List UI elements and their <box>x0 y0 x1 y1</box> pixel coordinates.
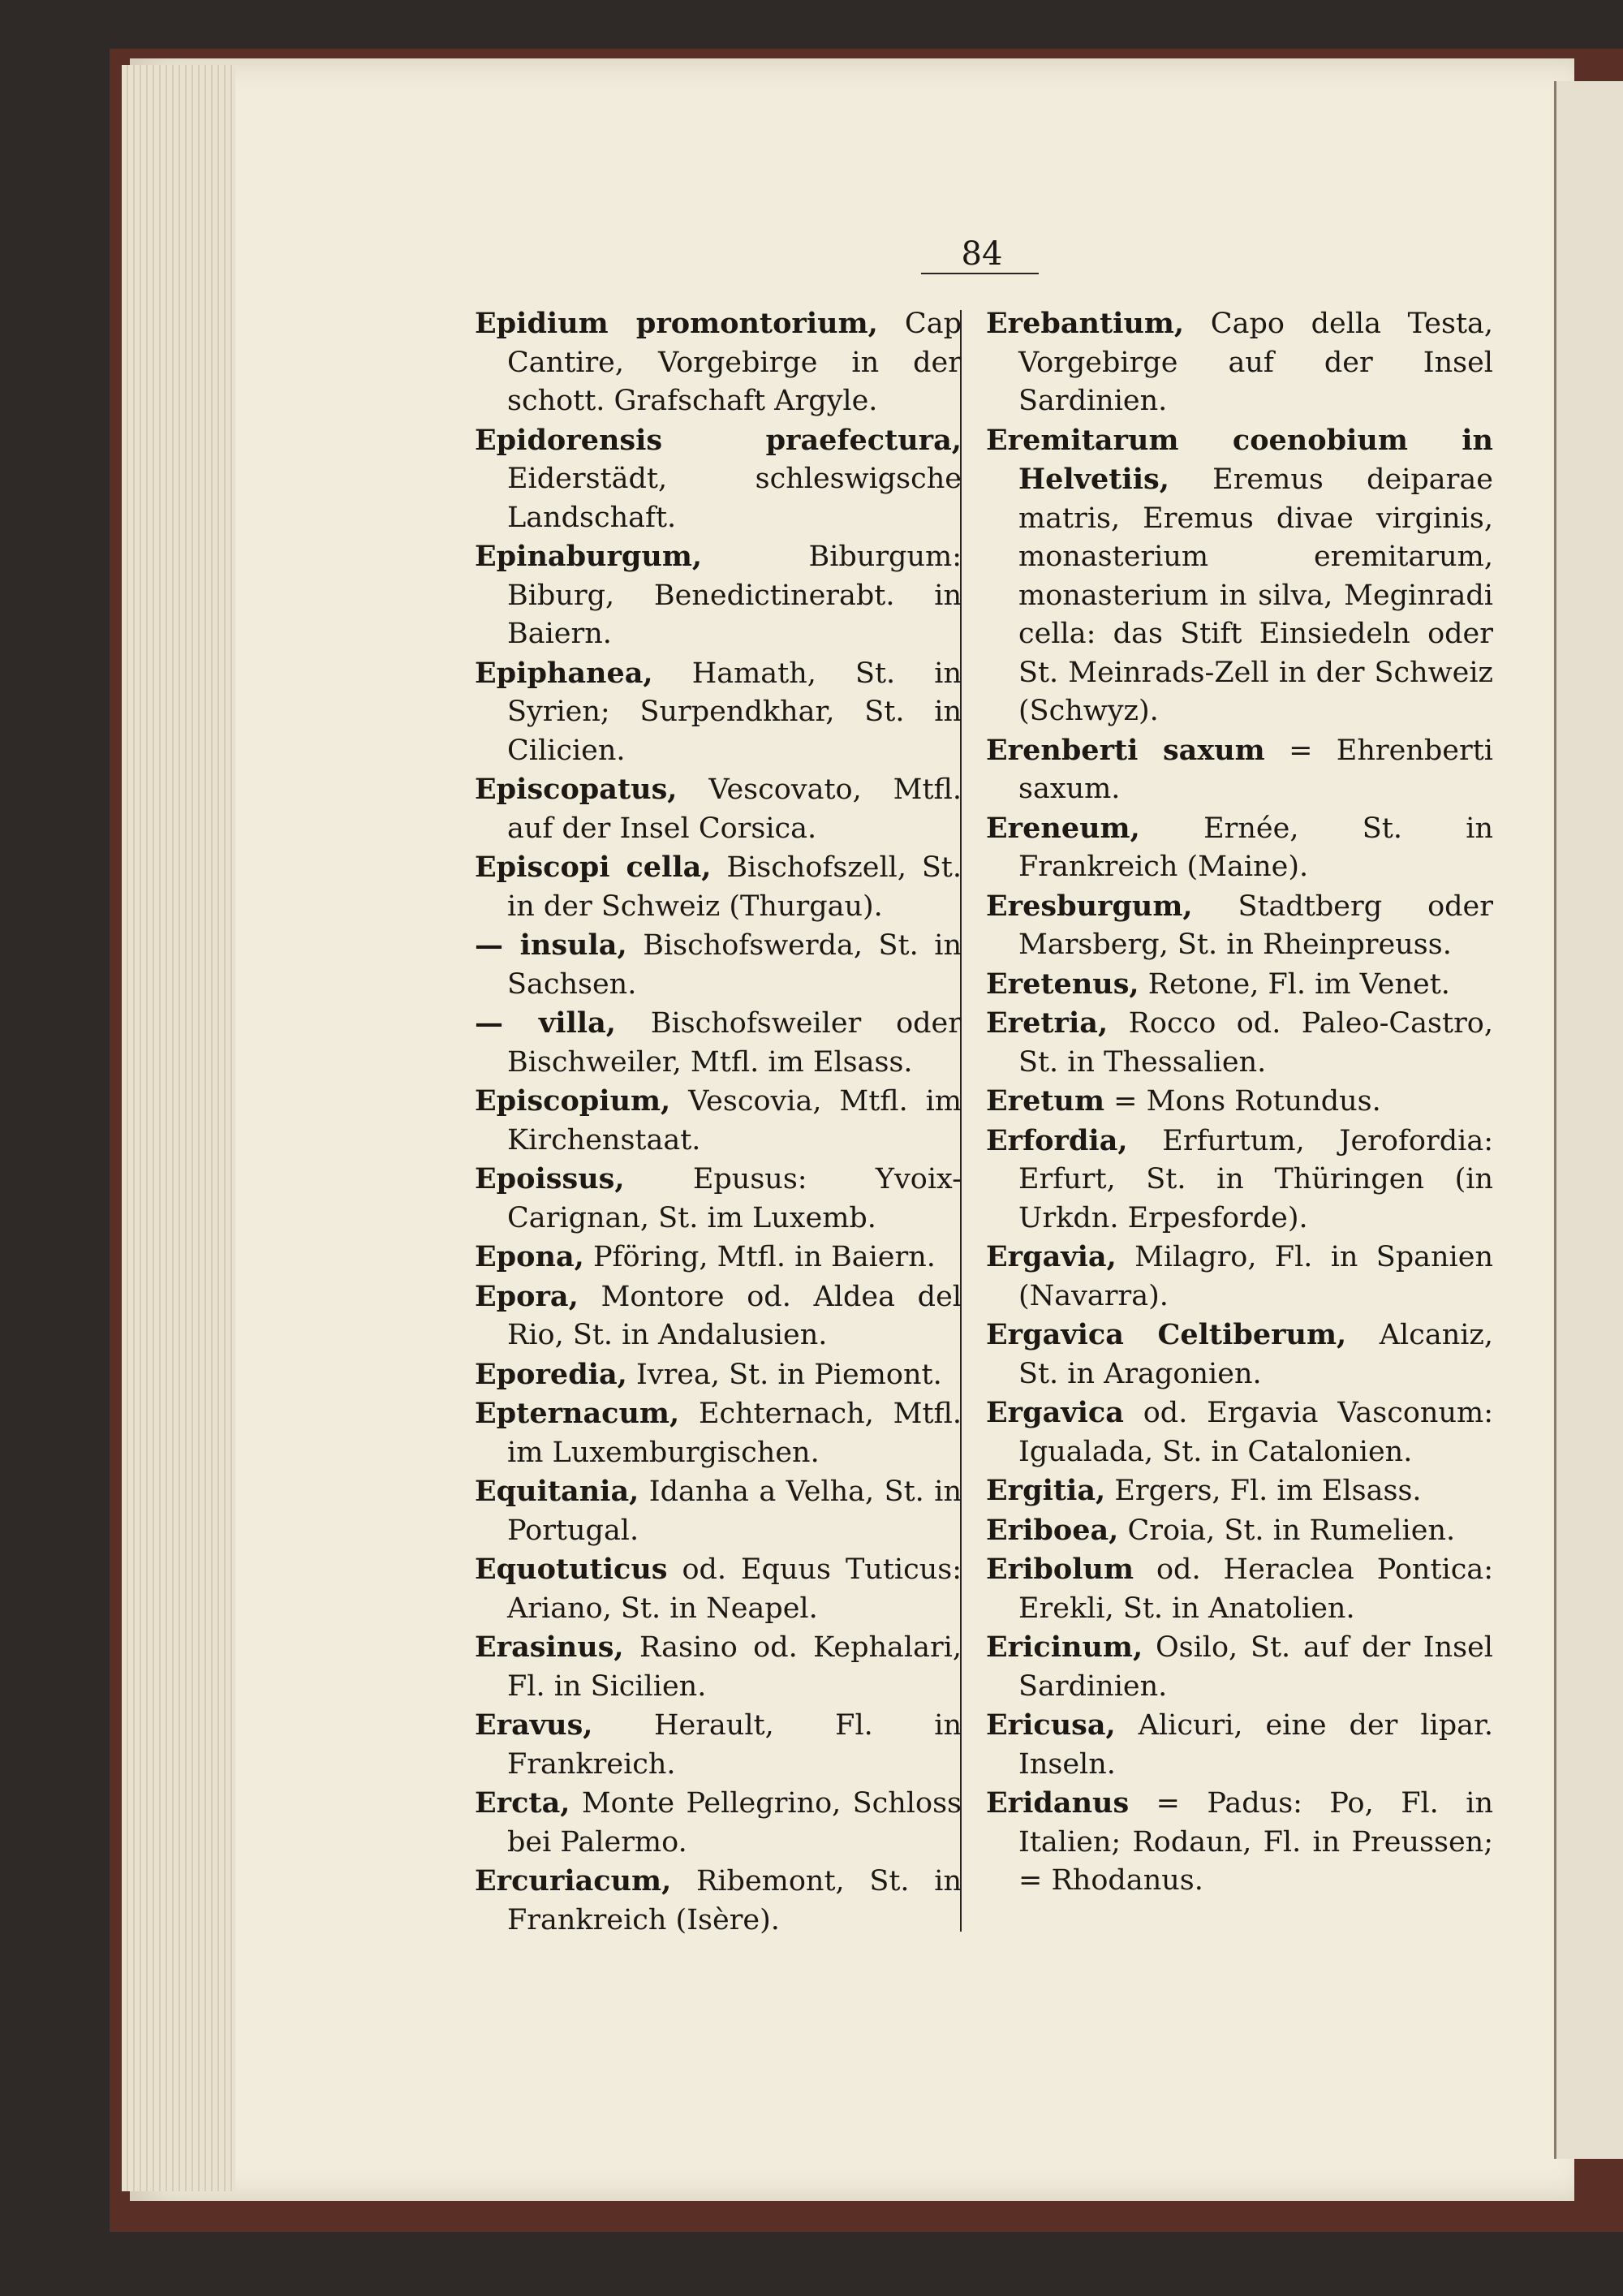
entry <box>475 1355 962 1395</box>
entry <box>986 965 1493 1005</box>
entry-text: Capo della Testa, Vorgebirge auf der Insel Sardinien. <box>1018 308 1493 417</box>
entry-text: Idanha a Velha, St. in Portugal. <box>507 1475 962 1547</box>
entry-head: Episcopi cella, <box>475 851 712 884</box>
entry-text: Echternach, Mtfl. im Luxemburgischen. <box>507 1398 962 1469</box>
entry-text: Bischofszell, St. in der Schweiz (Thurgau). <box>507 851 962 923</box>
entry-text: = Mons Rotundus. <box>1104 1085 1381 1118</box>
entry <box>986 1238 1493 1316</box>
entry-head: Ergitia, <box>986 1474 1106 1507</box>
entry-head: Eporedia, <box>475 1357 627 1391</box>
entry-head: Epinaburgum, <box>475 540 703 573</box>
entry-text: Alcaniz, St. in Aragonien. <box>1018 1319 1493 1390</box>
entry-head: Erasinus, <box>475 1630 624 1664</box>
entry <box>986 1628 1493 1706</box>
entry-text: Ribemont, St. in Frankreich (Isère). <box>507 1865 962 1936</box>
entry-head: Eridanus <box>986 1786 1130 1820</box>
entry-head: Epidium promontorium, <box>475 307 878 340</box>
entry-head: Episcopium, <box>475 1084 671 1118</box>
page-number: 84 <box>961 235 1003 273</box>
entry-text: Herault, Fl. in Frankreich. <box>507 1709 962 1781</box>
entry-text: Ivrea, St. in Piemont. <box>626 1358 942 1391</box>
entry <box>475 1550 962 1628</box>
entry <box>986 731 1493 809</box>
entry <box>986 1004 1493 1082</box>
entry-head: Eribolum <box>986 1553 1134 1586</box>
entry-text: Hamath, St. in Syrien; Surpendkhar, St. in Cilicien. <box>507 657 962 767</box>
entry <box>986 1122 1493 1238</box>
entry-text: Eremus deiparae matris, Eremus divae virginis, monasterium eremitarum, monasterium in silva, Meginradi cella: das Stift Einsiedeln oder St. Meinrads-Zell in der Schweiz (Schwyz). <box>1018 463 1493 727</box>
right-column <box>986 304 1493 1901</box>
entry-head: Ergavica Celtiberum, <box>986 1318 1347 1351</box>
entry-text: Cap Cantire, Vorgebirge in der schott. Grafschaft Argyle. <box>507 308 962 417</box>
entry-head: Erfordia, <box>986 1123 1128 1157</box>
entry-text: Ergers, Fl. im Elsass. <box>1105 1475 1422 1507</box>
entry-text: Vescovia, Mtfl. im Kirchenstaat. <box>507 1085 962 1157</box>
entry-head: Ereneum, <box>986 811 1140 845</box>
entry-head: Ercuriacum, <box>475 1864 672 1898</box>
entry-text: Alicuri, eine der lipar. Inseln. <box>1018 1709 1493 1781</box>
entry-text: Monte Pellegrino, Schloss bei Palermo. <box>507 1787 962 1859</box>
entry-text: Erfurtum, Jerofordia: Erfurt, St. in Thüringen (in Urkdn. Erpesforde). <box>1018 1124 1493 1234</box>
entry <box>475 421 962 538</box>
entry-head: Ericinum, <box>986 1630 1143 1664</box>
entry-text: Bischofsweiler oder Bischweiler, Mtfl. im Elsass. <box>507 1007 962 1079</box>
entry-head: Ercta, <box>475 1786 570 1820</box>
entry-text: Biburgum: Biburg, Benedictinerabt. in Baiern. <box>507 541 962 650</box>
entry-text: Stadtberg oder Marsberg, St. in Rheinpreuss. <box>1018 890 1493 961</box>
entry-text: Vescovato, Mtfl. auf der Insel Corsica. <box>507 773 962 845</box>
entry <box>475 1862 962 1940</box>
entry <box>986 304 1493 421</box>
entry <box>986 809 1493 887</box>
entry-text: od. Ergavia Vasconum: Igualada, St. in Catalonien. <box>1018 1397 1493 1468</box>
entry <box>475 1784 962 1862</box>
left-column <box>475 304 962 1940</box>
entry-head: Epternacum, <box>475 1397 680 1430</box>
entry <box>475 1706 962 1784</box>
entry-text: Montore od. Aldea del Rio, St. in Andalusien. <box>507 1280 962 1351</box>
entry-head: Eresburgum, <box>986 889 1193 923</box>
entry-head: Episcopatus, <box>475 773 678 806</box>
entry-head: Epora, <box>475 1279 579 1313</box>
entry-text: = Padus: Po, Fl. in Italien; Rodaun, Fl. in Preussen; = Rhodanus. <box>1018 1787 1493 1897</box>
entry <box>986 1784 1493 1901</box>
entry-head: Erebantium, <box>986 307 1185 340</box>
entry-head: Epidorensis praefectura, <box>475 423 962 457</box>
entry <box>475 770 962 848</box>
entry-text: = Ehrenberti saxum. <box>1018 734 1493 805</box>
entry-head: Eravus, <box>475 1708 593 1742</box>
entry-head: — insula, <box>475 928 627 962</box>
entry <box>986 1082 1493 1122</box>
entry <box>475 1628 962 1706</box>
entry <box>986 1316 1493 1394</box>
entry-text: Rasino od. Kephalari, Fl. in Sicilien. <box>507 1631 962 1703</box>
entry-head: Equitania, <box>475 1475 639 1508</box>
entry-head: Ergavica <box>986 1396 1124 1429</box>
entry <box>475 926 962 1004</box>
entry-text: Ernée, St. in Frankreich (Maine). <box>1018 812 1493 883</box>
entry <box>986 1706 1493 1784</box>
entry-head: Eriboea, <box>986 1513 1119 1547</box>
entry <box>986 1511 1493 1551</box>
entry-text: Pföring, Mtfl. in Baiern. <box>583 1241 936 1273</box>
entry-head: Eretum <box>986 1084 1105 1118</box>
entry-head: Epiphanea, <box>475 656 653 690</box>
entry <box>986 887 1493 965</box>
page-number-rule <box>921 273 1039 274</box>
entry <box>475 848 962 926</box>
entry <box>986 1550 1493 1628</box>
entry-head: Erenberti saxum <box>986 733 1265 767</box>
entry <box>986 1471 1493 1511</box>
entry-head: Eretria, <box>986 1006 1109 1040</box>
entry-text: Retone, Fl. im Venet. <box>1139 967 1450 1001</box>
entry-text: Milagro, Fl. in Spanien (Navarra). <box>1018 1241 1493 1312</box>
entry <box>475 1238 962 1277</box>
entry-head: — villa, <box>475 1006 616 1040</box>
entry-text: Bischofswerda, St. in Sachsen. <box>507 929 962 1001</box>
entry-head: Eremitarum coenobium in Helvetiis, <box>986 423 1493 496</box>
entry <box>475 654 962 771</box>
entry <box>475 1277 962 1355</box>
entry-text: Epusus: Yvoix-Carignan, St. im Luxemb. <box>507 1163 962 1234</box>
entry-head: Eretenus, <box>986 967 1139 1001</box>
entry <box>475 1472 962 1550</box>
entry <box>475 1004 962 1082</box>
entry-text: Croia, St. in Rumelien. <box>1118 1514 1456 1547</box>
entry-text: od. Equus Tuticus: Ariano, St. in Neapel. <box>507 1553 962 1625</box>
entry-head: Ericusa, <box>986 1708 1116 1742</box>
entry <box>475 537 962 654</box>
facing-page-edge <box>1554 81 1623 2159</box>
entry-head: Epoissus, <box>475 1162 625 1195</box>
entry <box>986 421 1493 731</box>
entry <box>475 1082 962 1160</box>
entry-head: Epona, <box>475 1240 584 1273</box>
entry-head: Equotuticus <box>475 1553 668 1586</box>
entry <box>475 1160 962 1238</box>
entry <box>986 1394 1493 1471</box>
entry <box>475 304 962 421</box>
entry <box>475 1394 962 1472</box>
entry-text: Eiderstädt, schleswigsche Landschaft. <box>507 463 962 534</box>
page-edges <box>122 65 235 2191</box>
entry-text: Osilo, St. auf der Insel Sardinien. <box>1018 1631 1493 1703</box>
entry-text: od. Heraclea Pontica: Erekli, St. in Anatolien. <box>1018 1553 1493 1625</box>
entry-head: Ergavia, <box>986 1240 1117 1273</box>
entry-text: Rocco od. Paleo-Castro, St. in Thessalien. <box>1018 1007 1493 1079</box>
